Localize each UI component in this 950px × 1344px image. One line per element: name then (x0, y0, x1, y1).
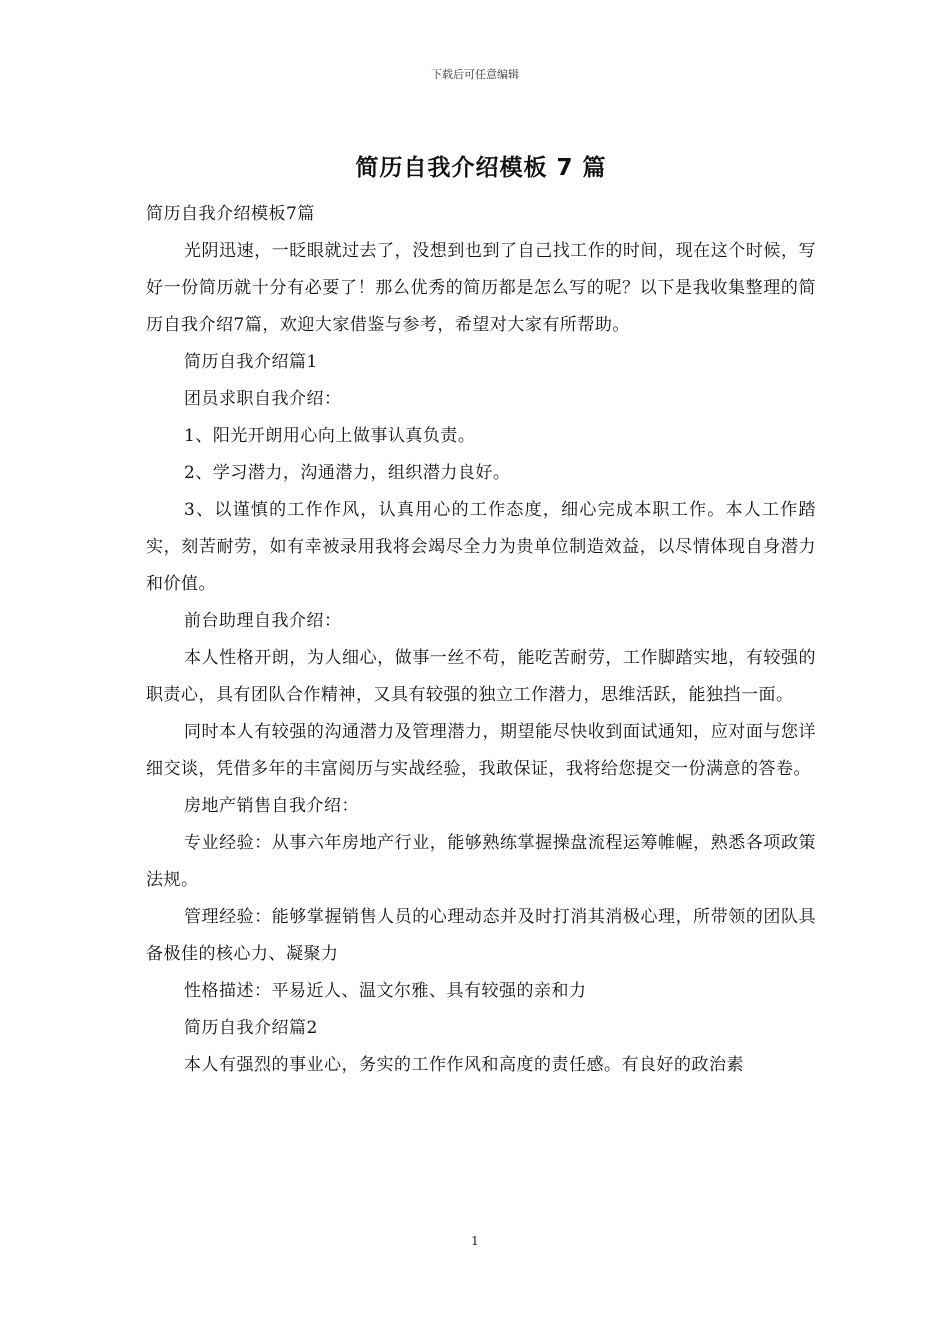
section-heading-2: 简历自我介绍篇2 (184, 1018, 318, 1038)
list-item-3: 3、以谨慎的工作作风，认真用心的工作态度，细心完成本职工作。本人工作踏实，刻苦耐劳，如有幸被录用我将会竭尽全力为贵单位制造效益，以尽情体现自身潜力和价值。 (146, 500, 816, 594)
section-2-paragraph: 本人有强烈的事业心，务实的工作作风和高度的责任感。有良好的政治素 (184, 1055, 744, 1075)
subheading-front-desk: 前台助理自我介绍： (184, 611, 342, 631)
subheading-real-estate: 房地产销售自我介绍： (184, 796, 359, 816)
professional-experience-paragraph: 专业经验：从事六年房地产行业，能够熟练掌握操盘流程运筹帷幄，熟悉各项政策法规。 (146, 833, 816, 890)
page-number: 1 (471, 1234, 479, 1248)
intro-paragraph: 光阴迅速，一眨眼就过去了，没想到也到了自己找工作的时间，现在这个时候，写好一份简历就十分有必要了！那么优秀的简历都是怎么写的呢？以下是我收集整理的简历自我介绍7篇，欢迎大家借鉴与参考，希望对大家有所帮助。 (146, 241, 816, 335)
page-header-note: 下载后可任意编辑 (431, 68, 519, 81)
list-item-2: 2、学习潜力，沟通潜力，组织潜力良好。 (184, 463, 511, 483)
personality-paragraph: 性格描述：平易近人、温文尔雅、具有较强的亲和力 (184, 981, 587, 1001)
document-title: 简历自我介绍模板 7 篇 (355, 155, 607, 181)
front-desk-paragraph-1: 本人性格开朗，为人细心，做事一丝不苟，能吃苦耐劳，工作脚踏实地，有较强的职责心，具有团队合作精神，又具有较强的独立工作潜力，思维活跃，能独挡一面。 (146, 648, 816, 705)
section-heading-1: 简历自我介绍篇1 (184, 352, 318, 372)
subtitle-paragraph: 简历自我介绍模板7篇 (146, 204, 315, 224)
document-body (146, 196, 816, 1084)
subheading-league-member: 团员求职自我介绍： (184, 389, 342, 409)
management-experience-paragraph: 管理经验：能够掌握销售人员的心理动态并及时打消其消极心理，所带领的团队具备极佳的核心力、凝聚力 (146, 907, 816, 964)
list-item-1: 1、阳光开朗用心向上做事认真负责。 (184, 426, 476, 446)
front-desk-paragraph-2: 同时本人有较强的沟通潜力及管理潜力，期望能尽快收到面试通知，应对面与您详细交谈，凭借多年的丰富阅历与实战经验，我敢保证，我将给您提交一份满意的答卷。 (146, 722, 816, 779)
document-page (146, 150, 816, 1084)
